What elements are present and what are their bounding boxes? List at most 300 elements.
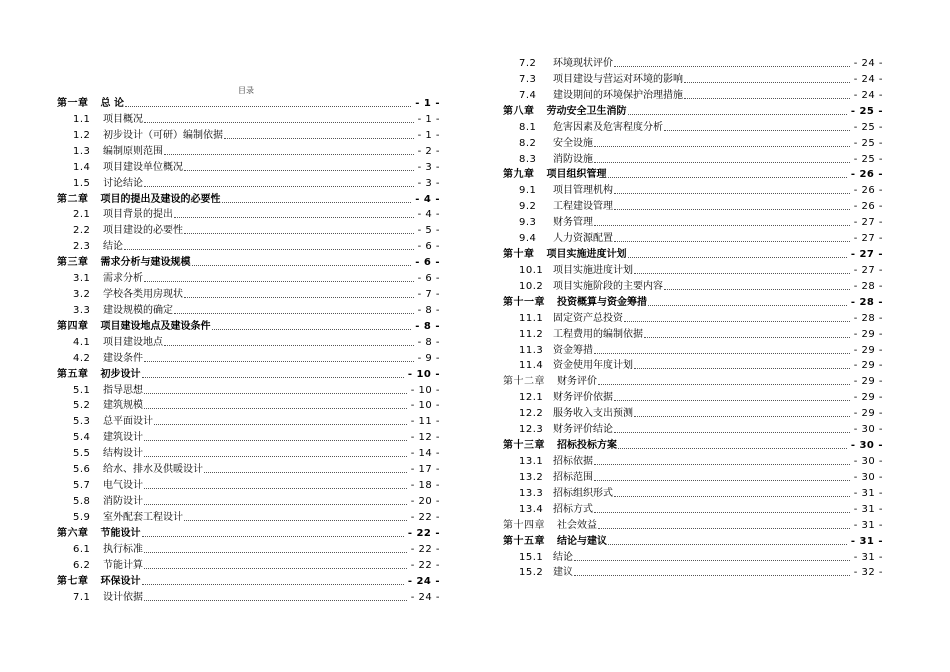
toc-entry-title: 节能计算	[103, 559, 143, 571]
dot-leader	[142, 535, 404, 537]
toc-section-entry[interactable]	[57, 460, 440, 476]
toc-entry-page: - 5 -	[417, 225, 440, 237]
toc-entry-page: - 12 -	[410, 432, 440, 444]
toc-entry-number: 5.6	[73, 464, 91, 476]
toc-entry-title: 项目实施阶段的主要内容	[553, 280, 663, 292]
toc-entry-number: 第三章	[57, 257, 89, 269]
dot-leader	[204, 471, 407, 473]
toc-entry-number: 4.2	[73, 352, 91, 364]
toc-entry-number: 7.3	[519, 73, 537, 85]
toc-entry-page: - 31 -	[853, 519, 883, 531]
toc-entry-page: - 11 -	[410, 416, 440, 428]
toc-entry-page: - 22 -	[410, 511, 440, 523]
toc-entry-number: 11.1	[519, 312, 544, 324]
toc-entry-page: - 24 -	[407, 575, 440, 587]
toc-entry-page: - 8 -	[417, 304, 440, 316]
toc-entry-number: 12.3	[519, 424, 544, 436]
toc-section-entry[interactable]	[503, 468, 883, 484]
toc-section-entry[interactable]	[503, 452, 883, 468]
dot-leader	[634, 415, 850, 417]
toc-chapter-entry[interactable]	[503, 102, 883, 118]
toc-section-entry[interactable]	[503, 134, 883, 150]
toc-entry-title: 项目建设单位概况	[103, 161, 183, 173]
toc-entry-title: 财务评价结论	[553, 424, 613, 436]
toc-entry-title: 初步设计（可研）编制依据	[103, 129, 223, 141]
toc-entry-number: 10.2	[519, 280, 544, 292]
toc-entry-page: - 3 -	[417, 161, 440, 173]
toc-entry-page: - 30 -	[853, 456, 883, 467]
dot-leader	[628, 113, 847, 115]
toc-section-entry[interactable]	[503, 70, 883, 86]
dot-leader	[608, 543, 847, 545]
dot-leader	[634, 272, 850, 274]
toc-entry-title: 室外配套工程设计	[103, 511, 183, 523]
dot-leader	[192, 264, 412, 266]
dot-leader	[125, 105, 411, 107]
toc-chapter-entry[interactable]	[57, 524, 440, 540]
toc-entry-page: - 27 -	[853, 217, 883, 229]
dot-leader	[144, 503, 407, 505]
toc-entry-title: 项目建设地点及建设条件	[100, 320, 211, 332]
dot-leader	[144, 599, 407, 601]
toc-entry-number: 2.1	[73, 209, 91, 221]
toc-entry-title: 电气设计	[103, 480, 143, 492]
dot-leader	[594, 352, 850, 354]
dot-leader	[634, 367, 850, 369]
dot-leader	[222, 201, 412, 203]
toc-entry-title: 服务收入支出预测	[553, 408, 633, 420]
toc-section-entry[interactable]	[57, 333, 440, 349]
toc-entry-title: 初步设计	[100, 368, 141, 380]
toc-entry-number: 11.4	[519, 360, 544, 372]
toc-entry-page: - 31 -	[853, 487, 883, 499]
toc-entry-title: 财务评价依据	[553, 392, 613, 404]
toc-entry-title: 建设规模的确定	[103, 304, 173, 316]
dot-leader	[184, 169, 414, 171]
toc-section-entry[interactable]	[503, 309, 883, 325]
toc-section-entry[interactable]	[503, 500, 883, 516]
dot-leader	[154, 423, 407, 425]
toc-entry-title: 消防设施	[553, 153, 593, 165]
toc-entry-number: 9.2	[519, 201, 537, 213]
toc-entry-page: - 24 -	[853, 89, 883, 101]
toc-chapter-entry[interactable]	[57, 317, 440, 333]
dot-leader	[142, 583, 404, 585]
toc-entry-title: 节能设计	[100, 527, 141, 539]
toc-entry-page: - 30 -	[853, 424, 883, 436]
toc-section-entry[interactable]	[57, 237, 440, 253]
toc-entry-title: 项目的提出及建设的必要性	[100, 193, 221, 205]
toc-section-entry[interactable]	[57, 174, 440, 190]
toc-entry-page: - 8 -	[415, 320, 440, 332]
toc-section-entry[interactable]	[57, 381, 440, 397]
toc-entry-title: 财务评价	[557, 376, 597, 388]
toc-section-entry[interactable]	[503, 150, 883, 166]
toc-entry-number: 1.3	[73, 145, 91, 157]
toc-entry-page: - 18 -	[410, 480, 440, 492]
dot-leader	[212, 328, 412, 330]
dot-leader	[144, 439, 407, 441]
toc-entry-title: 项目背景的提出	[103, 209, 173, 221]
toc-entry-page: - 24 -	[853, 73, 883, 85]
toc-entry-number: 7.4	[519, 89, 537, 101]
toc-section-entry[interactable]	[503, 181, 883, 197]
toc-section-entry[interactable]	[57, 588, 440, 604]
dot-leader	[144, 487, 407, 489]
toc-section-entry[interactable]	[503, 563, 883, 579]
toc-entry-number: 13.1	[519, 456, 544, 467]
toc-entry-title: 结论	[103, 241, 123, 253]
dot-leader	[598, 383, 850, 385]
toc-entry-number: 6.2	[73, 559, 91, 571]
dot-leader	[614, 192, 850, 194]
toc-entry-title: 项目建设地点	[103, 336, 163, 348]
toc-entry-title: 需求分析与建设规模	[100, 257, 191, 269]
toc-entry-title: 招标依据	[553, 456, 593, 467]
toc-entry-page: - 20 -	[410, 496, 440, 507]
toc-entry-number: 5.9	[73, 511, 91, 523]
dot-leader	[614, 240, 850, 242]
toc-entry-page: - 27 -	[853, 264, 883, 276]
toc-section-entry[interactable]	[57, 556, 440, 572]
toc-entry-number: 5.3	[73, 416, 91, 428]
toc-entry-title: 环境现状评价	[553, 58, 613, 69]
toc-entry-page: - 29 -	[853, 376, 883, 388]
toc-entry-number: 第八章	[503, 105, 535, 117]
dot-leader	[664, 288, 850, 290]
toc-section-entry[interactable]	[57, 476, 440, 492]
dot-leader	[614, 65, 850, 67]
toc-entry-number: 第十三章	[503, 440, 545, 452]
dot-leader	[144, 567, 407, 569]
toc-entry-number: 5.7	[73, 480, 91, 492]
toc-entry-title: 需求分析	[103, 273, 143, 285]
toc-entry-page: - 14 -	[410, 448, 440, 460]
toc-entry-title: 环保设计	[100, 575, 141, 587]
toc-entry-title: 指导思想	[103, 384, 143, 396]
toc-entry-page: - 25 -	[853, 137, 883, 149]
toc-entry-title: 建设期间的环境保护治理措施	[553, 89, 683, 101]
toc-section-entry[interactable]	[57, 412, 440, 428]
toc-entry-number: 第二章	[57, 193, 89, 205]
toc-entry-number: 5.5	[73, 448, 91, 460]
dot-leader	[664, 129, 850, 131]
dot-leader	[144, 551, 407, 553]
toc-entry-number: 7.1	[73, 591, 91, 603]
toc-entry-title: 社会效益	[557, 519, 597, 531]
toc-entry-title: 项目建设的必要性	[103, 225, 183, 237]
toc-section-entry[interactable]	[57, 396, 440, 412]
toc-entry-number: 1.1	[73, 113, 91, 125]
toc-entry-page: - 29 -	[853, 408, 883, 420]
toc-section-entry[interactable]	[57, 444, 440, 460]
toc-section-entry[interactable]	[503, 404, 883, 420]
toc-entry-title: 项目管理机构	[553, 185, 613, 197]
dot-leader	[144, 280, 414, 282]
toc-section-entry[interactable]	[57, 205, 440, 221]
toc-section-entry[interactable]	[503, 341, 883, 357]
toc-section-entry[interactable]	[503, 356, 883, 372]
dot-leader	[594, 479, 850, 481]
toc-chapter-entry[interactable]	[57, 253, 440, 269]
toc-entry-page: - 22 -	[410, 559, 440, 571]
toc-entry-page: - 22 -	[407, 527, 440, 539]
toc-chapter-entry[interactable]	[503, 165, 883, 181]
toc-entry-title: 建设条件	[103, 352, 143, 364]
dot-leader	[184, 519, 407, 521]
toc-entry-page: - 7 -	[417, 289, 440, 301]
toc-section-entry[interactable]	[57, 110, 440, 126]
toc-section-entry[interactable]	[503, 420, 883, 436]
toc-entry-number: 第十章	[503, 249, 535, 261]
toc-entry-number: 第十四章	[503, 519, 545, 531]
toc-entry-number: 9.3	[519, 217, 537, 229]
toc-entry-number: 13.4	[519, 503, 544, 515]
toc-entry-number: 第十一章	[503, 296, 545, 308]
dot-leader	[144, 407, 407, 409]
dot-leader	[644, 336, 850, 338]
toc-entry-title: 建筑规模	[103, 400, 143, 412]
dot-leader	[164, 153, 414, 155]
toc-entry-page: - 29 -	[853, 344, 883, 356]
toc-entry-title: 招标范围	[553, 471, 593, 483]
toc-entry-title: 项目实施进度计划	[546, 249, 627, 261]
dot-leader	[174, 312, 414, 314]
toc-entry-page: - 27 -	[850, 249, 883, 261]
dot-leader	[598, 527, 850, 529]
toc-entry-number: 9.4	[519, 233, 537, 245]
toc-chapter-entry[interactable]	[503, 532, 883, 548]
toc-entry-number: 1.4	[73, 161, 91, 173]
toc-section-entry[interactable]	[503, 484, 883, 500]
toc-title: 目录	[238, 86, 254, 95]
dot-leader	[574, 559, 850, 561]
dot-leader	[144, 360, 414, 362]
toc-section-entry[interactable]	[503, 118, 883, 134]
toc-entry-number: 11.3	[519, 344, 544, 356]
dot-leader	[614, 495, 850, 497]
toc-section-entry[interactable]	[57, 158, 440, 174]
dot-leader	[648, 304, 847, 306]
toc-entry-page: - 24 -	[410, 591, 440, 603]
toc-section-entry[interactable]	[57, 508, 440, 524]
toc-entry-number: 9.1	[519, 185, 537, 197]
toc-entry-number: 5.8	[73, 496, 91, 507]
dot-leader	[594, 224, 850, 226]
toc-section-entry[interactable]	[57, 285, 440, 301]
dot-leader	[142, 376, 404, 378]
toc-entry-number: 第五章	[57, 368, 89, 380]
toc-section-entry[interactable]	[503, 86, 883, 102]
toc-entry-page: - 3 -	[417, 177, 440, 189]
toc-chapter-entry[interactable]	[503, 245, 883, 261]
toc-entry-page: - 26 -	[850, 169, 883, 181]
toc-entry-title: 招标投标方案	[557, 440, 617, 452]
dot-leader	[618, 447, 847, 449]
toc-entry-page: - 1 -	[415, 98, 440, 109]
toc-entry-page: - 2 -	[417, 145, 440, 157]
toc-entry-page: - 30 -	[853, 471, 883, 483]
toc-entry-page: - 30 -	[850, 440, 883, 452]
toc-entry-number: 15.1	[519, 551, 544, 563]
toc-entry-page: - 24 -	[853, 58, 883, 69]
toc-entry-title: 工程费用的编制依据	[553, 328, 643, 340]
toc-entry-page: - 10 -	[410, 400, 440, 412]
toc-entry-number: 13.3	[519, 487, 544, 499]
toc-entry-number: 10.1	[519, 264, 544, 276]
toc-entry-number: 8.2	[519, 137, 537, 149]
toc-entry-number: 7.2	[519, 58, 537, 69]
dot-leader	[608, 176, 847, 178]
toc-section-entry[interactable]	[503, 325, 883, 341]
toc-entry-title: 资金使用年度计划	[553, 360, 633, 372]
toc-entry-number: 4.1	[73, 336, 91, 348]
toc-section-entry[interactable]	[57, 126, 440, 142]
toc-section-entry[interactable]	[57, 492, 440, 508]
toc-entry-number: 2.2	[73, 225, 91, 237]
toc-entry-title: 设计依据	[103, 591, 143, 603]
dot-leader	[594, 145, 850, 147]
toc-entry-page: - 1 -	[417, 113, 440, 125]
toc-entry-number: 8.1	[519, 121, 537, 133]
toc-entry-title: 固定资产总投资	[553, 312, 623, 324]
toc-entry-title: 结构设计	[103, 448, 143, 460]
toc-entry-page: - 25 -	[853, 121, 883, 133]
toc-entry-number: 3.3	[73, 304, 91, 316]
toc-entry-page: - 28 -	[850, 296, 883, 308]
toc-entry-title: 讨论结论	[103, 177, 143, 189]
toc-chapter-entry[interactable]	[503, 436, 883, 452]
toc-entry-number: 第九章	[503, 169, 535, 181]
toc-section-entry[interactable]	[503, 261, 883, 277]
toc-entry-title: 结论与建议	[557, 535, 607, 547]
dot-leader	[174, 216, 414, 218]
toc-entry-number: 8.3	[519, 153, 537, 165]
toc-entry-number: 第六章	[57, 527, 89, 539]
toc-entry-title: 项目实施进度计划	[553, 264, 633, 276]
toc-entry-title: 给水、排水及供暖设计	[103, 464, 203, 476]
toc-entry-number: 3.1	[73, 273, 91, 285]
toc-chapter-entry[interactable]	[503, 372, 883, 388]
toc-section-entry[interactable]	[57, 221, 440, 237]
toc-entry-number: 12.1	[519, 392, 544, 404]
dot-leader	[184, 232, 414, 234]
dot-leader	[144, 392, 407, 394]
dot-leader	[144, 121, 414, 123]
toc-entry-title: 财务管理	[553, 217, 593, 229]
toc-entry-number: 5.2	[73, 400, 91, 412]
toc-entry-page: - 26 -	[853, 185, 883, 197]
toc-entry-title: 执行标准	[103, 543, 143, 555]
dot-leader	[614, 399, 850, 401]
toc-entry-number: 3.2	[73, 289, 91, 301]
toc-section-entry[interactable]	[57, 428, 440, 444]
toc-section-entry[interactable]	[57, 540, 440, 556]
toc-chapter-entry[interactable]	[57, 572, 440, 588]
toc-entry-page: - 25 -	[850, 105, 883, 117]
toc-entry-title: 资金筹措	[553, 344, 593, 356]
dot-leader	[684, 97, 850, 99]
dot-leader	[628, 256, 847, 258]
toc-section-entry[interactable]	[503, 213, 883, 229]
toc-entry-page: - 29 -	[853, 328, 883, 340]
toc-entry-page: - 29 -	[853, 392, 883, 404]
toc-entry-title: 项目概况	[103, 113, 143, 125]
toc-entry-title: 消防设计	[103, 496, 143, 507]
toc-entry-number: 1.2	[73, 129, 91, 141]
toc-entry-page: - 4 -	[415, 193, 440, 205]
toc-entry-title: 项目组织管理	[546, 169, 607, 181]
toc-entry-title: 工程建设管理	[553, 201, 613, 213]
toc-section-entry[interactable]	[57, 301, 440, 317]
toc-entry-page: - 28 -	[853, 280, 883, 292]
dot-leader	[594, 463, 850, 465]
toc-entry-page: - 1 -	[417, 129, 440, 141]
dot-leader	[224, 137, 414, 139]
toc-entry-page: - 27 -	[853, 233, 883, 245]
toc-section-entry[interactable]	[503, 197, 883, 213]
toc-section-entry[interactable]	[57, 269, 440, 285]
toc-entry-title: 编制原则范围	[103, 145, 163, 157]
toc-entry-title: 总平面设计	[103, 416, 153, 428]
toc-entry-number: 1.5	[73, 177, 91, 189]
toc-entry-page: - 25 -	[853, 153, 883, 165]
toc-chapter-entry[interactable]	[503, 293, 883, 309]
toc-entry-number: 第十五章	[503, 535, 545, 547]
toc-entry-title: 招标组织形式	[553, 487, 613, 499]
toc-entry-title: 危害因素及危害程度分析	[553, 121, 663, 133]
dot-leader	[614, 431, 850, 433]
toc-section-entry[interactable]	[57, 349, 440, 365]
dot-leader	[124, 248, 414, 250]
toc-section-entry[interactable]	[57, 142, 440, 158]
toc-entry-page: - 10 -	[410, 384, 440, 396]
toc-entry-title: 建筑设计	[103, 432, 143, 444]
toc-entry-number: 13.2	[519, 471, 544, 483]
dot-leader	[164, 344, 414, 346]
toc-entry-page: - 4 -	[417, 209, 440, 221]
toc-section-entry[interactable]	[503, 277, 883, 293]
toc-entry-page: - 6 -	[417, 273, 440, 285]
toc-entry-page: - 31 -	[853, 551, 883, 563]
toc-entry-number: 6.1	[73, 543, 91, 555]
dot-leader	[624, 320, 850, 322]
toc-entry-page: - 8 -	[417, 336, 440, 348]
toc-entry-number: 5.1	[73, 384, 91, 396]
toc-section-entry[interactable]	[503, 229, 883, 245]
toc-chapter-entry[interactable]	[503, 516, 883, 532]
toc-chapter-entry[interactable]	[57, 94, 440, 110]
toc-chapter-entry[interactable]	[57, 365, 440, 381]
toc-chapter-entry[interactable]	[57, 190, 440, 206]
toc-entry-page: - 6 -	[417, 241, 440, 253]
toc-entry-title: 劳动安全卫生消防	[546, 105, 627, 117]
toc-entry-number: 第七章	[57, 575, 89, 587]
toc-entry-number: 第四章	[57, 320, 89, 332]
toc-entry-page: - 32 -	[853, 567, 883, 579]
toc-section-entry[interactable]	[503, 388, 883, 404]
dot-leader	[144, 185, 414, 187]
toc-entry-page: - 10 -	[407, 368, 440, 380]
toc-entry-number: 2.3	[73, 241, 91, 253]
toc-entry-page: - 17 -	[410, 464, 440, 476]
toc-section-entry[interactable]	[503, 54, 883, 70]
toc-section-entry[interactable]	[503, 548, 883, 564]
toc-entry-number: 5.4	[73, 432, 91, 444]
dot-leader	[684, 81, 850, 83]
toc-entry-page: - 28 -	[853, 312, 883, 324]
dot-leader	[614, 208, 850, 210]
